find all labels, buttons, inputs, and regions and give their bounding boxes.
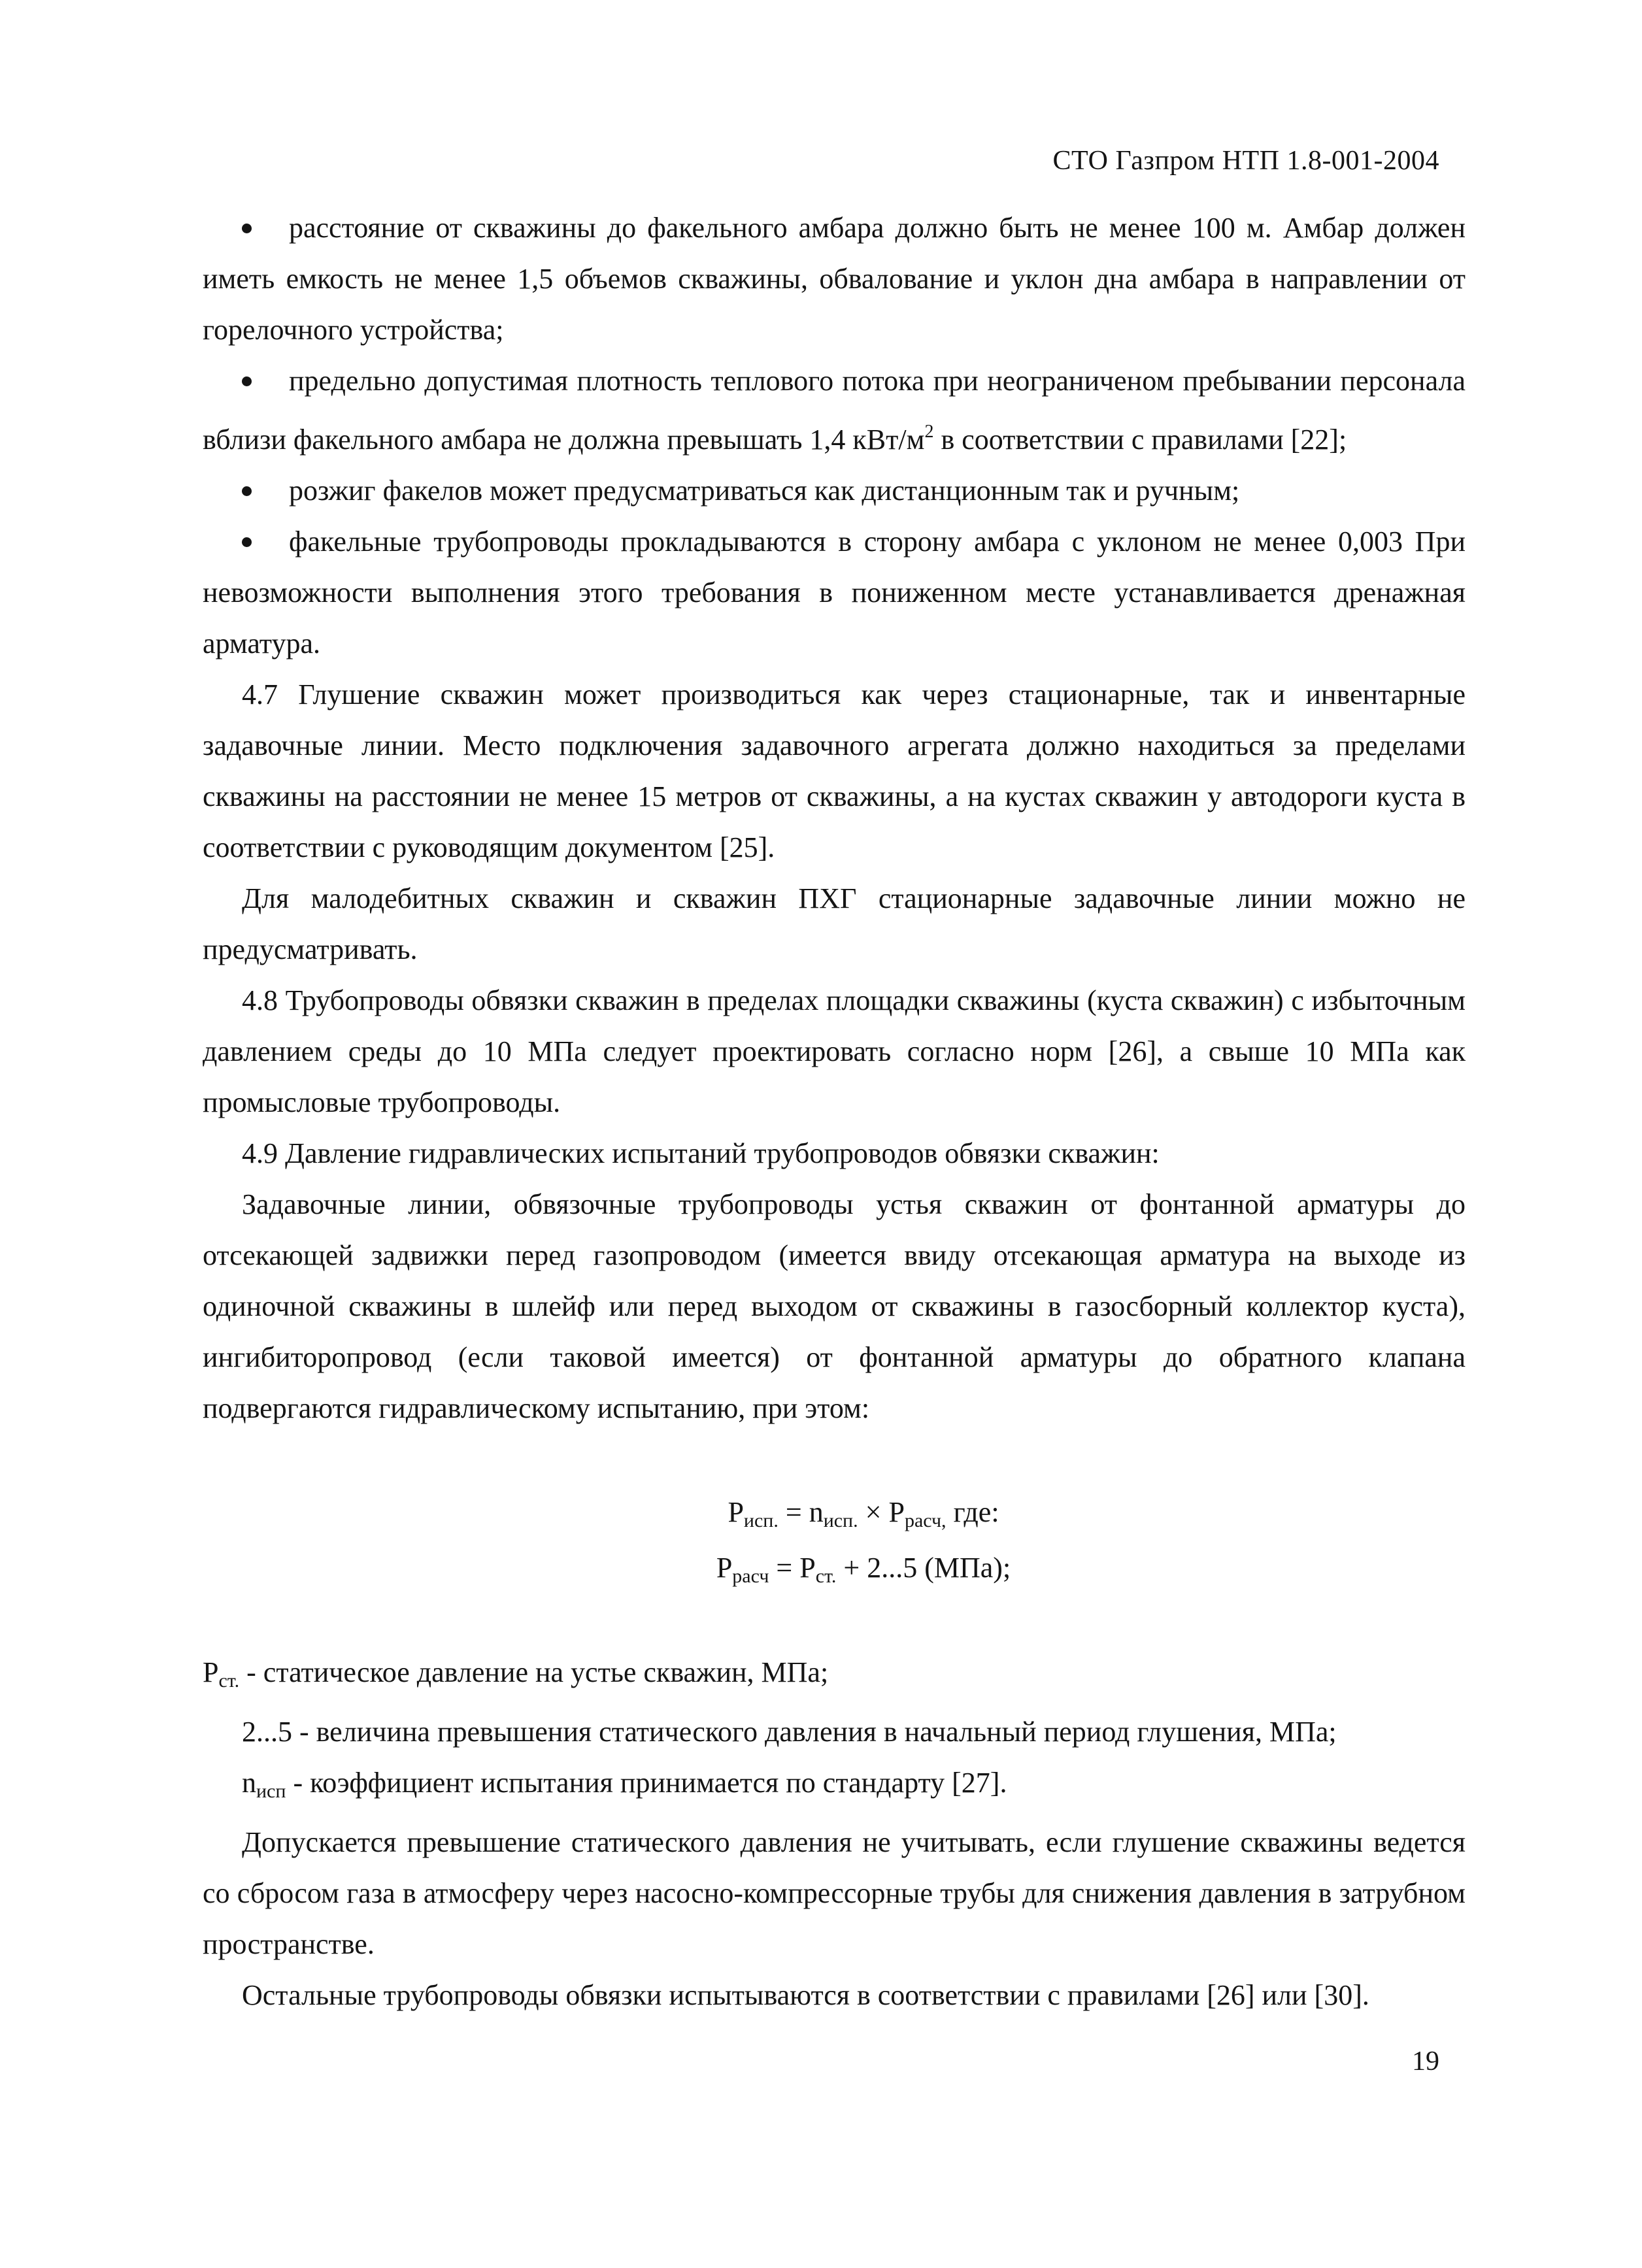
bullet-marker — [242, 203, 289, 254]
paragraph-lines: Задавочные линии, обвязочные трубопроводы устья скважин от фонтанной арматуры до отсекающей задвижки перед газопроводом (имеется ввиду отсекающая арматура на выходе из одиночной скважины в шлейф или перед выходом от скважины в газосборный коллектор куста), ингибиторопровод (если таковой имеется) от фонтанной арматуры до обратного клапана подвергаются гидравлическому испытанию, при этом: — [203, 1188, 1466, 1424]
bullet-text: в соответствии с правилами [22]; — [933, 424, 1347, 456]
formula-line-2: $P_{расч} = P_{ст.} + 2...5$ (МПа); — [716, 1552, 1011, 1587]
bullet-marker — [242, 356, 289, 407]
definition-coefficient: $n_{исп}$ - коэффициент испытания принимается по стандарту [27]. — [242, 1767, 1007, 1802]
bullet-item — [203, 465, 1466, 516]
document-body — [203, 203, 1466, 2021]
definition-range: 2...5 - величина превышения статического давления в начальный период глушения, МПа; — [242, 1716, 1337, 1748]
paragraph-low-debit: Для малодебитных скважин и скважин ПХГ стационарные задавочные линии можно не предусматривать. — [203, 882, 1466, 965]
bullet-item — [203, 203, 1466, 356]
bullet-marker — [242, 465, 289, 516]
bullet-text: предельно допустимая плотность теплового потока при неограниченом пребывании персонала вблизи факельного амбара не должна превышать 1,4 кВт/м — [203, 365, 1466, 456]
bullet-item — [203, 516, 1466, 669]
definition-static-pressure: $P_{ст.}$ - статическое давление на устье скважин, МПа; — [203, 1656, 829, 1692]
paragraph-4-7: 4.7 Глушение скважин может производиться как через стационарные, так и инвентарные задавочные линии. Место подключения задавочного агрегата должно находиться за пределами скважины на расстоянии не менее 15 метров от скважины, а на кустах скважин у автодороги куста в соответствии с руководящим документом [25]. — [203, 678, 1466, 863]
page-number: 19 — [1412, 2046, 1439, 2076]
document-code-header: СТО Газпром НТП 1.8-001-2004 — [1052, 146, 1439, 176]
bullet-marker — [242, 516, 289, 567]
bullet-item — [203, 356, 1466, 465]
paragraph-rest: Остальные трубопроводы обвязки испытываются в соответствии с правилами [26] или [30]. — [242, 1979, 1369, 2011]
formula-line-1: $P_{исп.} = n_{исп.} \times P_{расч,}$ где: — [728, 1496, 999, 1531]
paragraph-4-9: 4.9 Давление гидравлических испытаний трубопроводов обвязки скважин: — [242, 1137, 1160, 1169]
bullet-text: розжиг факелов может предусматриваться как дистанционным так и ручным; — [289, 475, 1240, 507]
paragraph-4-8: 4.8 Трубопроводы обвязки скважин в пределах площадки скважины (куста скважин) с избыточным давлением среды до 10 МПа следует проектировать согласно норм [26], а свыше 10 МПа как промысловые трубопроводы. — [203, 984, 1466, 1118]
paragraph-allowed: Допускается превышение статического давления не учитывать, если глушение скважины ведется со сбросом газа в атмосферу через насосно-компрессорные трубы для снижения давления в затрубном пространстве. — [203, 1826, 1466, 1960]
superscript: 2 — [924, 422, 934, 442]
bullet-text: факельные трубопроводы прокладываются в сторону амбара с уклоном не менее 0,003 При невозможности выполнения этого требования в пониженном месте устанавливается дренажная арматура. — [203, 525, 1466, 659]
bullet-text: расстояние от скважины до факельного амбара должно быть не менее 100 м. Амбар должен иметь емкость не менее 1,5 объемов скважины, обвалование и уклон дна амбара в направлении от горелочного устройства; — [203, 212, 1466, 346]
